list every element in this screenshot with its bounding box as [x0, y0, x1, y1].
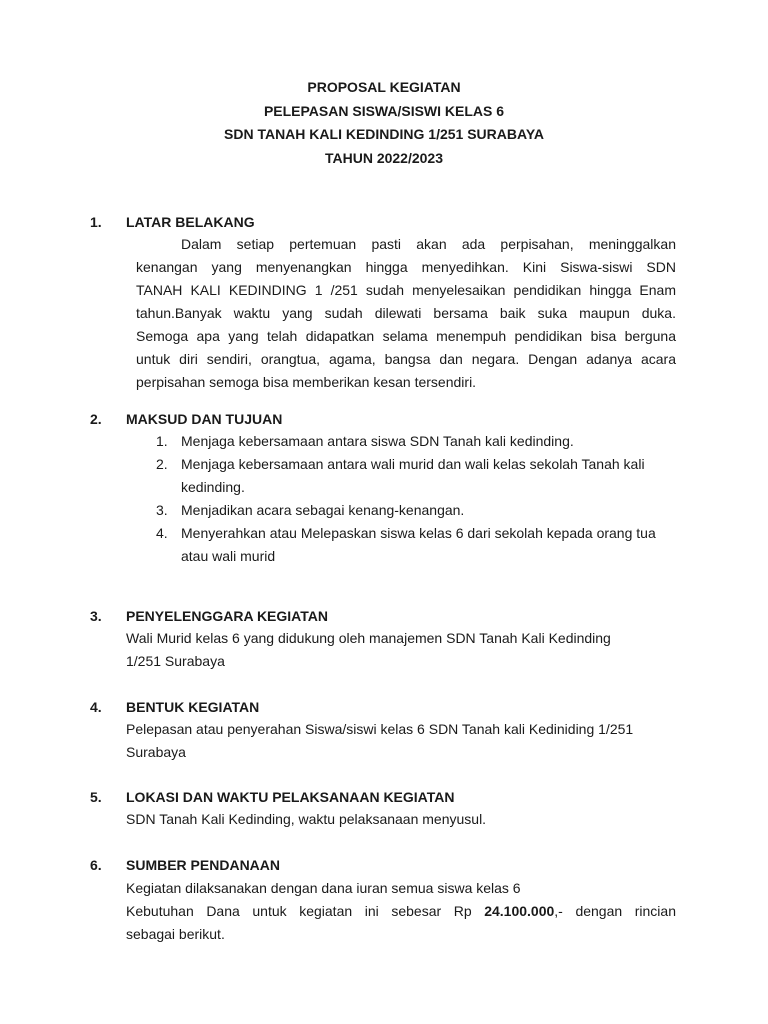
list-item-number: 4.: [156, 525, 168, 541]
paragraph-line: Kegiatan dilaksanakan dengan dana iuran semua siswa kelas 6: [126, 880, 521, 896]
paragraph-line: perpisahan semoga bisa memberikan kesan tersendiri.: [136, 374, 477, 390]
title-line-3: SDN TANAH KALI KEDINDING 1/251 SURABAYA: [224, 126, 544, 142]
section-maksud-tujuan: [0, 408, 768, 430]
title-line-2: PELEPASAN SISWA/SISWI KELAS 6: [263, 102, 505, 119]
section-bentuk-kegiatan: [0, 696, 768, 718]
title-line-4: TAHUN 2022/2023: [324, 149, 444, 166]
section-number: 2.: [90, 411, 102, 427]
title-line-1: PROPOSAL KEGIATAN: [307, 79, 461, 95]
section-number: 3.: [90, 608, 102, 624]
section-heading: [0, 605, 768, 627]
funding-text: Kebutuhan Dana untuk kegiatan ini sebesar Rp: [126, 903, 472, 919]
paragraph-line: tahun.Banyak waktu yang sudah dilewati bersama baik suka maupun duka.: [136, 305, 676, 321]
list-item: [156, 499, 676, 522]
section-number: 4.: [90, 699, 102, 715]
section-heading: [0, 211, 768, 233]
section-heading: [0, 408, 768, 430]
tujuan-list: [156, 430, 676, 568]
paragraph-line: sebagai berikut.: [126, 926, 225, 942]
paragraph-line: SDN Tanah Kali Kedinding, waktu pelaksanaan menyusul.: [126, 811, 487, 827]
list-item-text: Menjadikan acara sebagai kenang-kenangan.: [181, 502, 465, 518]
penyelenggara-text: [126, 627, 676, 673]
section-sumber-pendanaan: [0, 854, 768, 876]
section-title: PENYELENGGARA KEGIATAN: [126, 608, 328, 624]
section-heading: [0, 854, 768, 876]
section-title: MAKSUD DAN TUJUAN: [126, 411, 283, 427]
section-title: SUMBER PENDANAAN: [126, 857, 281, 873]
list-item-number: 1.: [156, 433, 168, 449]
paragraph-line: Wali Murid kelas 6 yang didukung oleh manajemen SDN Tanah Kali Kedinding: [126, 630, 611, 646]
paragraph-line: Dalam setiap pertemuan pasti akan ada perpisahan, meninggalkan: [181, 236, 676, 252]
section-number: 6.: [90, 857, 102, 873]
paragraph-line: TANAH KALI KEDINDING 1 /251 sudah menyelesaikan pendidikan hingga Enam: [136, 282, 676, 298]
list-item-text: Menyerahkan atau Melepaskan siswa kelas 6 dari sekolah kepada orang tua atau wali murid: [181, 525, 656, 564]
paragraph-line: Semoga apa yang telah didapatkan selama menempuh pendidikan bisa berguna: [136, 328, 676, 344]
funding-amount: 24.100.000: [484, 903, 555, 919]
paragraph-line: kenangan yang menyenangkan hingga menyedihkan. Kini Siswa-siswi SDN: [136, 259, 676, 275]
lokasi-waktu-text: [126, 808, 676, 831]
paragraph-line: untuk diri sendiri, orangtua, agama, bangsa dan negara. Dengan adanya acara: [136, 351, 676, 367]
section-heading: [0, 786, 768, 808]
section-latar-belakang: [0, 211, 768, 233]
funding-suffix: ,- dengan rincian: [554, 903, 676, 919]
list-item-number: 3.: [156, 502, 168, 518]
latar-belakang-paragraph: [136, 233, 676, 394]
document-title: [0, 76, 768, 170]
section-title: BENTUK KEGIATAN: [126, 699, 260, 715]
paragraph-line: 1/251 Surabaya: [126, 653, 225, 669]
list-item: [156, 522, 671, 568]
list-item: [156, 453, 676, 499]
section-heading: [0, 696, 768, 718]
list-item-text: Menjaga kebersamaan antara wali murid dan wali kelas sekolah Tanah kali kedinding.: [181, 456, 645, 495]
paragraph-line: Pelepasan atau penyerahan Siswa/siswi kelas 6 SDN Tanah kali Kediniding 1/251: [126, 721, 634, 737]
list-item-number: 2.: [156, 456, 168, 472]
sumber-pendanaan-text: [126, 877, 676, 946]
section-title: LOKASI DAN WAKTU PELAKSANAAN KEGIATAN: [126, 789, 455, 805]
list-item: [156, 430, 676, 453]
paragraph-line: [126, 900, 676, 923]
section-number: 5.: [90, 789, 102, 805]
section-penyelenggara: [0, 605, 768, 627]
paragraph-line: Surabaya: [126, 744, 186, 760]
section-title: LATAR BELAKANG: [126, 214, 255, 230]
bentuk-kegiatan-text: [126, 718, 676, 764]
list-item-text: Menjaga kebersamaan antara siswa SDN Tanah kali kedinding.: [181, 433, 574, 449]
section-lokasi-waktu: [0, 786, 768, 808]
section-number: 1.: [90, 214, 102, 230]
